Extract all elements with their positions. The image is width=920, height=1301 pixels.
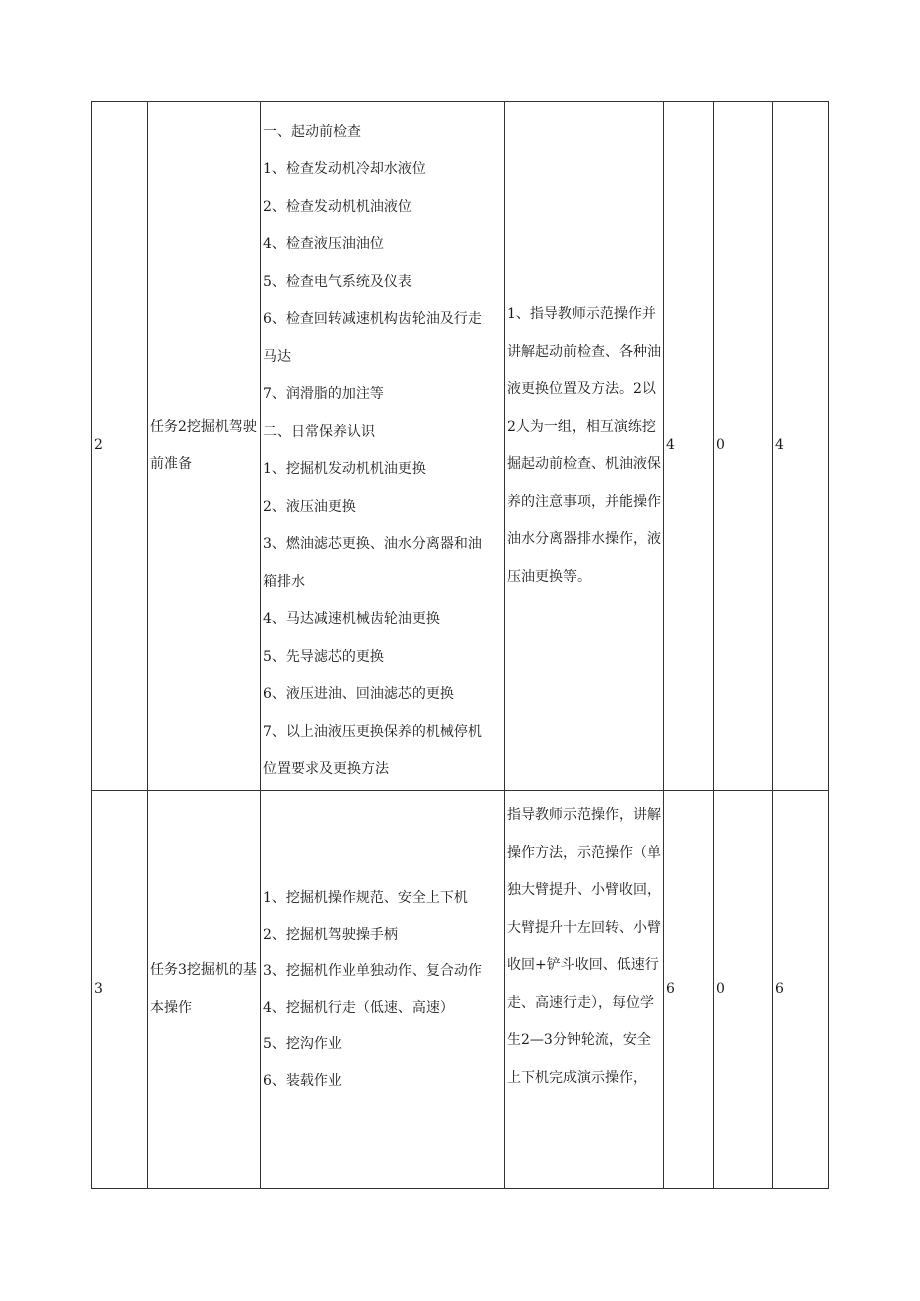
content-line: 6、液压进油、回油滤芯的更换 bbox=[263, 686, 454, 702]
theory-hours: 0 bbox=[714, 791, 773, 1189]
teaching-method: 指导教师示范操作，讲解操作方法，示范操作（单独大臂提升、小臂收回，大臂提升十左回转、小臂收回+铲斗收回、低速行走、高速行走），每位学生2—3分钟轮流，安全上下机完成演示操作， bbox=[505, 791, 664, 1189]
row-number: 2 bbox=[92, 102, 148, 791]
content-line: 5、先导滤芯的更换 bbox=[263, 648, 384, 665]
task-name: 任务3挖掘机的基本操作 bbox=[148, 791, 261, 1189]
row-number: 3 bbox=[92, 791, 148, 1189]
content-line: 1、挖掘机操作规范、安全上下机 bbox=[263, 890, 468, 906]
content-line: 4、检查液压油油位 bbox=[263, 236, 384, 252]
content-line: 7、润滑脂的加注等 bbox=[263, 386, 384, 402]
content-line: 二、日常保养认识 bbox=[263, 423, 375, 440]
content-line: 5、挖沟作业 bbox=[263, 1036, 342, 1052]
practice-hours: 4 bbox=[773, 102, 829, 791]
content-line: 马达 bbox=[263, 348, 291, 365]
content-line: 6、检查回转减速机构齿轮油及行走 bbox=[263, 311, 482, 327]
task-content bbox=[261, 791, 505, 1189]
table-row bbox=[92, 791, 829, 1189]
total-hours: 6 bbox=[664, 791, 714, 1189]
content-line: 2、液压油更换 bbox=[263, 498, 356, 515]
content-line: 位置要求及更换方法 bbox=[263, 761, 389, 777]
content-line: 4、马达减速机械齿轮油更换 bbox=[263, 611, 440, 627]
content-line: 2、检查发动机机油液位 bbox=[263, 198, 412, 215]
content-line: 5、检查电气系统及仪表 bbox=[263, 273, 412, 290]
task-content bbox=[261, 102, 505, 791]
content-line: 一、起动前检查 bbox=[263, 123, 361, 140]
content-line: 3、挖掘机作业单独动作、复合动作 bbox=[263, 963, 482, 979]
total-hours: 4 bbox=[664, 102, 714, 791]
content-line: 2、挖掘机驾驶操手柄 bbox=[263, 926, 398, 943]
task-name: 任务2挖掘机驾驶前准备 bbox=[148, 102, 261, 791]
content-line: 4、挖掘机行走（低速、高速） bbox=[263, 999, 454, 1016]
teaching-method: 1、指导教师示范操作并讲解起动前检查、各种油液更换位置及方法。2以2人为一组，相互演练挖掘起动前检查、机油液保养的注意事项，并能操作油水分离器排水操作，液压油更换等。 bbox=[505, 102, 664, 791]
practice-hours: 6 bbox=[773, 791, 829, 1189]
content-line: 3、燃油滤芯更换、油水分离器和油 bbox=[263, 536, 482, 552]
content-line: 箱排水 bbox=[263, 573, 305, 590]
content-line: 7、以上油液压更换保养的机械停机 bbox=[263, 723, 482, 740]
content-line: 6、装载作业 bbox=[263, 1072, 342, 1089]
content-line: 1、检查发动机冷却水液位 bbox=[263, 161, 426, 177]
content-line: 1、挖掘机发动机机油更换 bbox=[263, 461, 426, 477]
table-row bbox=[92, 102, 829, 791]
course-plan-table bbox=[91, 101, 829, 1189]
theory-hours: 0 bbox=[714, 102, 773, 791]
